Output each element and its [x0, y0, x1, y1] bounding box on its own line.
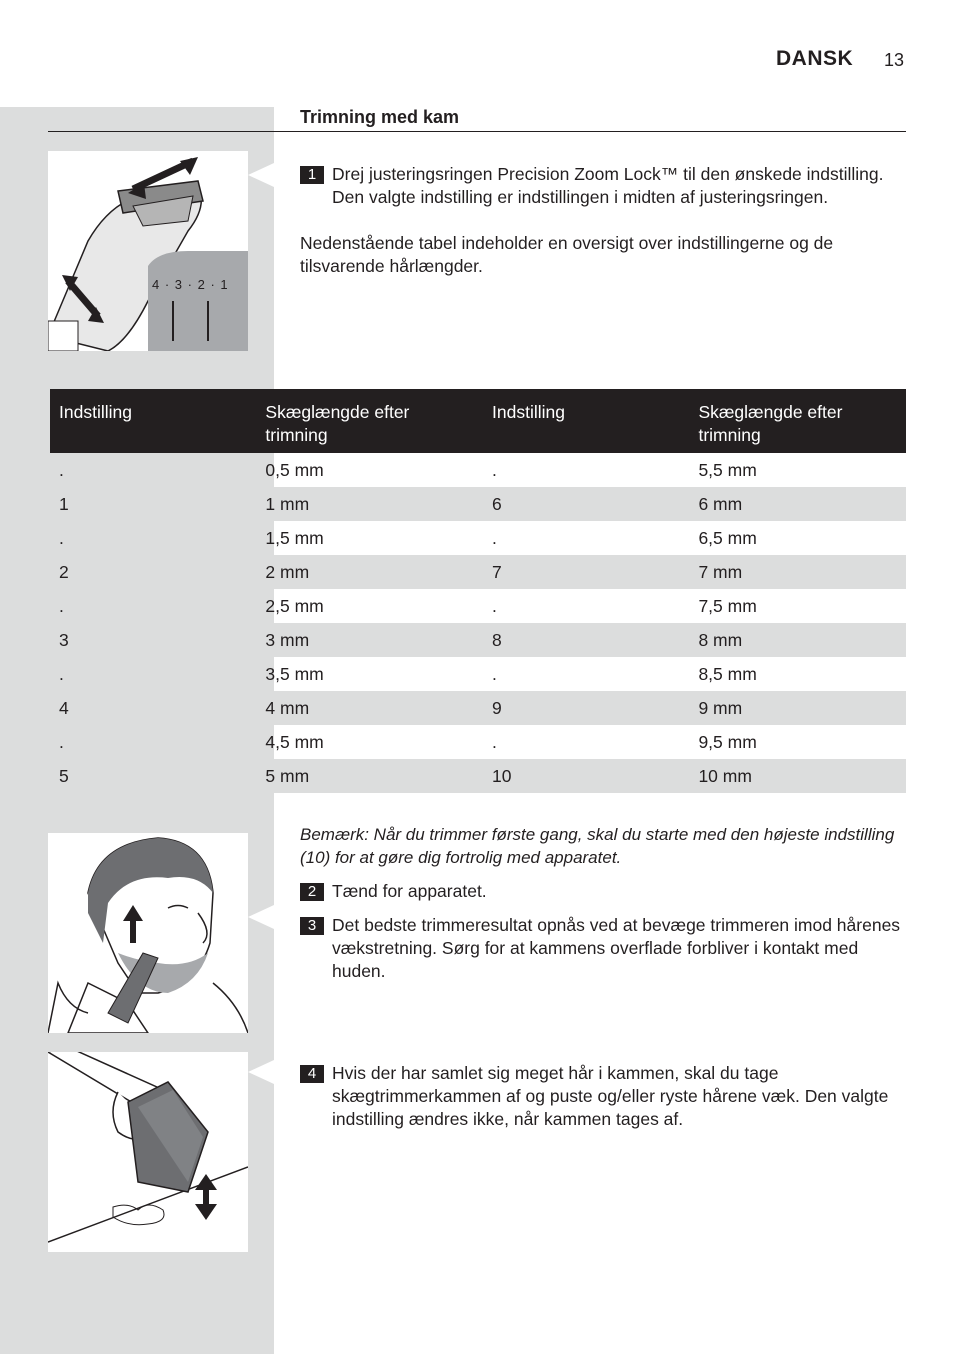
table-cell: . [492, 528, 497, 548]
table-row [50, 589, 906, 623]
table-cell: 7,5 mm [698, 596, 757, 616]
table-cell: 6 [483, 487, 689, 521]
scale-label-3: 3 [174, 277, 184, 292]
step-4-text: Hvis der har samlet sig meget hår i kammen, skal du tage skægtrimmerkammen af og puste og/eller ryste hårene væk. Den valgte indstilling ændres ikke, når kammen tages af. [332, 1063, 889, 1129]
table-cell: 5 mm [256, 759, 483, 793]
table-cell: 3,5 mm [265, 664, 324, 684]
table-cell: . [492, 460, 497, 480]
note: Bemærk: Når du trimmer første gang, skal du starte med den højeste indstilling (10) for at gøre dig fortrolig med apparatet. [300, 825, 895, 867]
step-3-text: Det bedste trimmeresultat opnås ved at bevæge trimmeren imod hårenes vækstretning. Sørg for at kammens overflade forbliver i kontakt med huden. [332, 915, 901, 981]
table-cell: 6 mm [689, 487, 906, 521]
table-cell: 2 mm [256, 555, 483, 589]
table-cell: . [59, 596, 64, 616]
table-cell: 6,5 mm [698, 528, 757, 548]
table-row [50, 623, 906, 657]
page-number: 13 [884, 50, 905, 70]
table-cell: 2 [50, 555, 256, 589]
settings-table [50, 389, 906, 793]
table-header-row [50, 389, 906, 453]
step-1 [300, 163, 906, 209]
step-4 [300, 1062, 906, 1131]
table-cell: 9,5 mm [698, 732, 757, 752]
table-cell: 4,5 mm [265, 732, 324, 752]
figure-pointer [248, 905, 274, 929]
column-header-length: Skæglængde efter trimning [689, 389, 906, 453]
table-cell: 9 [483, 691, 689, 725]
intro-paragraph: Nedenstående tabel indeholder en oversigt over indstillingerne og de tilsvarende hårlængder. [300, 233, 834, 276]
table-cell: 0,5 mm [265, 460, 324, 480]
table-cell: . [59, 664, 64, 684]
language-label: DANSK [776, 47, 854, 70]
table-row [50, 725, 906, 759]
table-cell: . [492, 732, 497, 752]
scale-label-4: 4 [152, 277, 161, 292]
table-row [50, 555, 906, 589]
figure-pointer [248, 1060, 274, 1084]
table-cell: . [59, 732, 64, 752]
trimmer-zoom-ring-drawing [48, 151, 248, 351]
table-cell: 10 mm [689, 759, 906, 793]
column-header-length: Skæglængde efter trimning [256, 389, 483, 453]
table-cell: 8,5 mm [698, 664, 757, 684]
table-body [50, 453, 906, 793]
comb-cleaning-illustration [48, 1052, 248, 1252]
column-header-setting: Indstilling [50, 389, 256, 453]
table-cell: 1 [50, 487, 256, 521]
table-cell: 8 mm [689, 623, 906, 657]
step-2-number: 2 [300, 883, 324, 901]
table-cell: 5 [50, 759, 256, 793]
scale-label-1: 1 [220, 277, 229, 292]
table-row [50, 453, 906, 487]
comb-cleaning-drawing [48, 1052, 248, 1252]
table-cell: 4 [50, 691, 256, 725]
table-cell: 8 [483, 623, 689, 657]
zoom-scale-labels: 4 · 3 · 2 · 1 [152, 277, 229, 292]
table-cell: 1 mm [256, 487, 483, 521]
column-header-setting: Indstilling [483, 389, 689, 453]
table-row [50, 691, 906, 725]
table-row [50, 759, 906, 793]
title-rule [48, 131, 906, 132]
table-cell: 2,5 mm [265, 596, 324, 616]
table-row [50, 657, 906, 691]
scale-label-2: 2 [197, 277, 206, 292]
step-1-number: 1 [300, 166, 324, 184]
table-row [50, 521, 906, 555]
table-cell: . [59, 528, 64, 548]
table-cell: 5,5 mm [698, 460, 757, 480]
table-cell: 10 [483, 759, 689, 793]
section-title: Trimning med kam [300, 107, 460, 127]
table-cell: 1,5 mm [265, 528, 324, 548]
table-row [50, 487, 906, 521]
face-trimming-drawing [48, 833, 248, 1033]
table-cell: 9 mm [689, 691, 906, 725]
table-cell: . [59, 460, 64, 480]
table-cell: 7 [483, 555, 689, 589]
table-cell: . [492, 596, 497, 616]
step-2-text: Tænd for apparatet. [332, 881, 487, 901]
step-3 [300, 914, 906, 983]
step-3-number: 3 [300, 917, 324, 935]
table-cell: 3 mm [256, 623, 483, 657]
face-trimming-illustration [48, 833, 248, 1033]
table-cell: 7 mm [689, 555, 906, 589]
step-1-text: Drej justeringsringen Precision Zoom Lock™ til den ønskede indstilling. Den valgte indstilling er indstillingen i midten af justeringsringen. [332, 164, 884, 207]
zoom-ring-illustration [48, 151, 248, 351]
step-4-number: 4 [300, 1065, 324, 1083]
table-cell: 4 mm [256, 691, 483, 725]
table-cell: . [492, 664, 497, 684]
step-2 [300, 880, 906, 903]
table-cell: 3 [50, 623, 256, 657]
figure-pointer [248, 163, 274, 187]
